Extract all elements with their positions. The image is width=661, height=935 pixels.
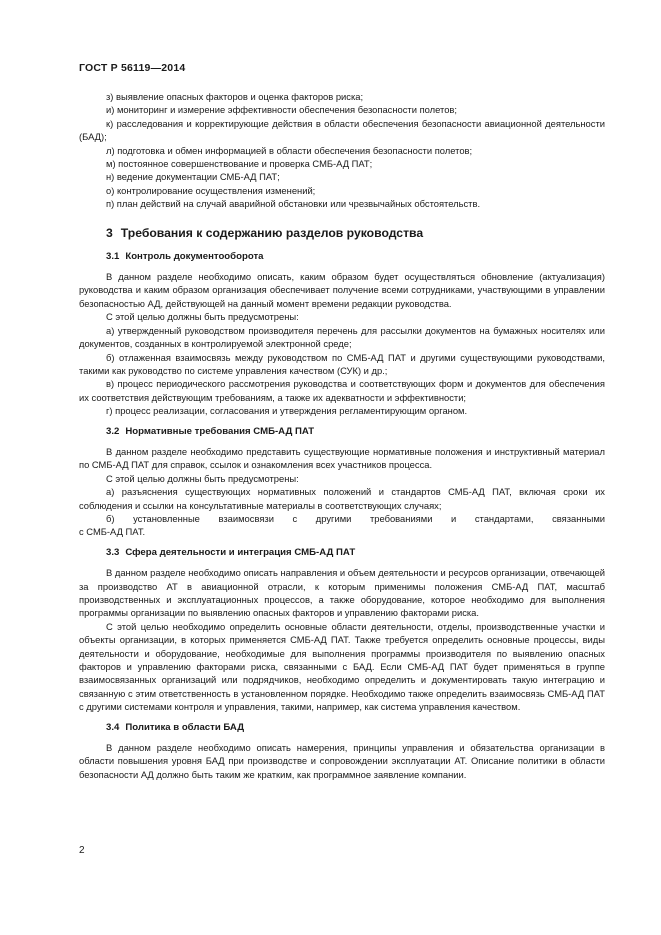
paragraph: С этой целью должны быть предусмотрены: [106,311,299,323]
paragraph: В данном разделе необходимо описать направления и объем деятельности и ресурсов организации, отвечающей за производство АТ в авиационной отрасли, к которым применимы положения СМБ-АД ПАТ, масштаб производственных и эксплуатационных процессов, а также оборудование, которое необходимо для выполнения программы организации по выявлению опасных факторов и управлению факторами риска. [79,567,606,619]
paragraph: С этой целью необходимо определить основные области деятельности, отделы, производственные участки и объекты организации, в которых применяется СМБ-АД ПАТ. Также требуется определить основные процессы, виды деятельности и оборудование, необходимые для выполнения программы производителя по выявлению опасных факторов и управлению факторами риска, связанными с БАД. Если СМБ-АД ПАТ будет применяться в группе взаимосвязанных организаций или подрядчиков, необходимо определить и документировать такую интеграцию и связанную с этим ответственность в установленном порядке. Необходимо также определить взаимосвязь СМБ-АД ПАТ с другими системами контроля и управления, такими, например, как система управления качеством. [79,620,605,713]
paragraph: В данном разделе необходимо описать, каким образом будет осуществляться обновление (актуализация) руководства и каким образом организация обеспечивает получение всеми сотрудниками, участвующими в управлении безопасностью АД, действующей на данный момент времени редакции руководства. [79,271,605,309]
subsection-number: 3.1 [106,250,120,262]
list-item: б) установленные взаимосвязи с другими требованиями и стандартами, связанными [106,512,605,524]
subsection-title: Контроль документооборота [125,250,264,262]
requirements-list [79,90,605,211]
subsection-number: 3.3 [106,546,120,558]
list-item: а) утвержденный руководством производителя перечень для рассылки документов на бумажных носителях или документов, созданных в контролируемой электронной среде; [79,324,605,350]
list-item: з) выявление опасных факторов и оценка факторов риска; [106,91,364,102]
section-title: Требования к содержанию разделов руководства [120,225,424,240]
subsection-title: Сфера деятельности и интеграция СМБ-АД ПАТ [125,546,356,558]
page-number: 2 [79,845,85,856]
list-item: н) ведение документации СМБ-АД ПАТ; [106,171,280,183]
list-item: л) подготовка и обмен информацией в области обеспечения безопасности полетов; [106,144,473,156]
paragraph: В данном разделе необходимо описать намерения, принципы управления и обязательства организации в области повышения уровня БАД при производстве и сопровождении эксплуатации АТ. Описание политики в области безопасности АД должно быть таким же кратким, как программное заявление компании. [79,742,605,780]
standard-header: ГОСТ Р 56119—2014 [79,62,186,74]
subsection-number: 3.2 [106,425,120,437]
subsection-title: Нормативные требования СМБ-АД ПАТ [125,425,315,437]
list-item: в) процесс периодического рассмотрения руководства и соответствующих форм и документов для обеспечения их соответствия действующим требованиям, а также их адекватности и эффективности; [79,378,605,403]
subsection-heading [79,721,605,734]
list-item: к) расследования и корректирующие действия в области обеспечения безопасности авиационной деятельности (БАД); [79,117,605,143]
list-item: и) мониторинг и измерение эффективности обеспечения безопасности полетов; [106,104,458,116]
list-item: п) план действий на случай аварийной обстановки или чрезвычайных обстоятельств. [106,198,481,210]
list-item: б) отлаженная взаимосвязь между руководством по СМБ-АД ПАТ и другими существующими руководствами, такими как руководство по системе управления качеством (СУК) и др.; [79,351,605,376]
list-item: м) постоянное совершенствование и проверка СМБ-АД ПАТ; [106,158,373,170]
paragraph: В данном разделе необходимо представить существующие нормативные положения и инструктивный материал по СМБ-АД ПАТ для справок, ссылок и ознакомления всех участников процесса. [79,445,605,471]
section-heading [79,225,605,241]
list-item: г) процесс реализации, согласования и утверждения регламентирующим органом. [106,405,468,417]
paragraph: С этой целью должны быть предусмотрены: [106,472,299,484]
page-content [79,90,605,781]
list-item: о) контролирование осуществления изменений; [106,184,316,196]
subsection-heading [79,546,605,559]
list-item: а) разъяснения существующих нормативных положений и стандартов СМБ-АД ПАТ, включая сроки их соблюдения и ссылки на консультативные материалы в соответствующих случаях; [79,486,605,511]
subsection-number: 3.4 [106,721,120,733]
section-number: 3 [106,225,113,240]
subsection-heading [79,250,605,263]
subsection-title: Политика в области БАД [125,721,245,733]
subsection-heading [79,425,605,438]
list-item-continuation: с СМБ-АД ПАТ. [79,526,146,538]
